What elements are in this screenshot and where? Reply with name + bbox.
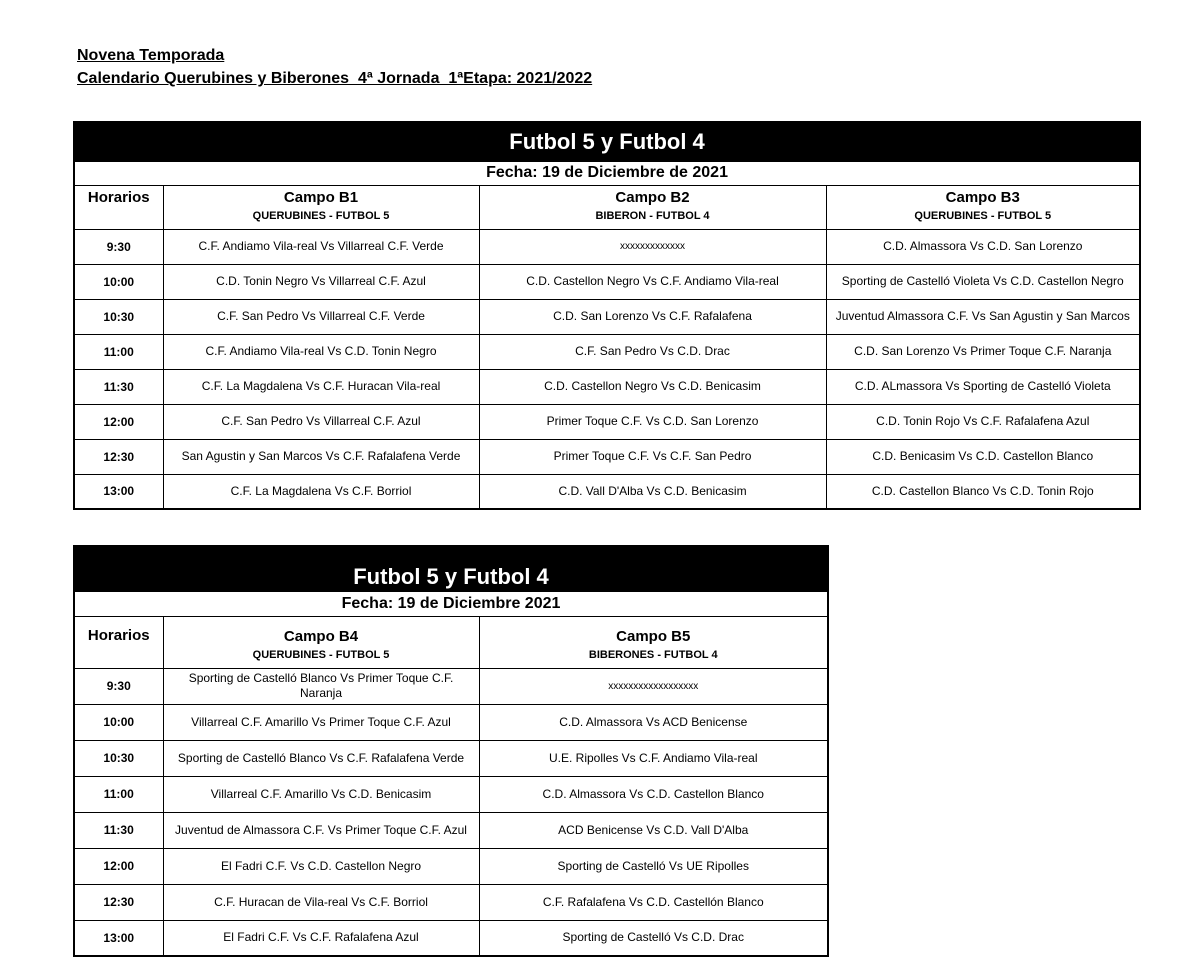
match-cell: xxxxxxxxxxxxx — [479, 229, 826, 264]
match-cell: C.F. San Pedro Vs Villarreal C.F. Azul — [163, 404, 479, 439]
field-category: QUERUBINES - FUTBOL 5 — [252, 209, 390, 222]
time-cell: 13:00 — [74, 474, 163, 509]
time-cell: 11:30 — [74, 369, 163, 404]
field-header — [479, 185, 826, 229]
table-row — [74, 812, 828, 848]
match-cell: C.F. Andiamo Vila-real Vs C.D. Tonin Negro — [163, 334, 479, 369]
match-cell: San Agustin y San Marcos Vs C.F. Rafalafena Verde — [163, 439, 479, 474]
field-header — [163, 185, 479, 229]
table-row — [74, 704, 828, 740]
match-date: Fecha: 19 de Diciembre 2021 — [74, 591, 828, 616]
match-cell: C.F. San Pedro Vs C.D. Drac — [479, 334, 826, 369]
field-name: Campo B1 — [283, 188, 359, 206]
match-cell: C.F. Huracan de Vila-real Vs C.F. Borriol — [163, 884, 479, 920]
field-header — [163, 616, 479, 668]
season-title: Novena Temporada — [77, 47, 225, 64]
field-category: QUERUBINES - FUTBOL 5 — [252, 648, 390, 661]
time-cell: 12:30 — [74, 439, 163, 474]
match-cell: Juventud Almassora C.F. Vs San Agustin y San Marcos — [826, 299, 1140, 334]
field-name: Campo B4 — [283, 627, 359, 645]
table-title: Futbol 5 y Futbol 4 — [74, 546, 828, 591]
field-name: Campo B5 — [616, 627, 691, 645]
match-cell: Juventud de Almassora C.F. Vs Primer Toque C.F. Azul — [163, 812, 479, 848]
time-cell: 9:30 — [74, 668, 163, 704]
match-cell: C.D. Vall D'Alba Vs C.D. Benicasim — [479, 474, 826, 509]
table-row — [74, 404, 1140, 439]
match-cell: C.D. Castellon Blanco Vs C.D. Tonin Rojo — [826, 474, 1140, 509]
horarios-header: Horarios — [74, 185, 163, 229]
field-header — [826, 185, 1140, 229]
table-row — [74, 920, 828, 956]
match-cell: Villarreal C.F. Amarillo Vs Primer Toque C.F. Azul — [163, 704, 479, 740]
match-cell: Sporting de Castelló Violeta Vs C.D. Castellon Negro — [826, 264, 1140, 299]
match-cell: C.F. Andiamo Vila-real Vs Villarreal C.F. Verde — [163, 229, 479, 264]
time-cell: 10:30 — [74, 299, 163, 334]
match-date: Fecha: 19 de Diciembre de 2021 — [74, 161, 1140, 185]
horarios-header: Horarios — [74, 616, 163, 668]
field-name: Campo B3 — [945, 188, 1020, 206]
match-cell: C.D. Almassora Vs ACD Benicense — [479, 704, 828, 740]
table-row — [74, 439, 1140, 474]
match-cell: C.D. Almassora Vs C.D. Castellon Blanco — [479, 776, 828, 812]
match-cell: Sporting de Castelló Vs C.D. Drac — [479, 920, 828, 956]
match-cell: U.E. Ripolles Vs C.F. Andiamo Vila-real — [479, 740, 828, 776]
time-cell: 11:30 — [74, 812, 163, 848]
time-cell: 13:00 — [74, 920, 163, 956]
table-title: Futbol 5 y Futbol 4 — [74, 122, 1140, 161]
match-cell: Primer Toque C.F. Vs C.F. San Pedro — [479, 439, 826, 474]
match-cell: C.F. La Magdalena Vs C.F. Huracan Vila-real — [163, 369, 479, 404]
match-cell: Primer Toque C.F. Vs C.D. San Lorenzo — [479, 404, 826, 439]
match-cell: Sporting de Castelló Blanco Vs Primer Toque C.F. Naranja — [163, 668, 479, 704]
field-category: QUERUBINES - FUTBOL 5 — [914, 209, 1052, 222]
time-cell: 11:00 — [74, 334, 163, 369]
match-cell: C.D. ALmassora Vs Sporting de Castelló Violeta — [826, 369, 1140, 404]
table-row — [74, 369, 1140, 404]
field-category: BIBERONES - FUTBOL 4 — [588, 648, 718, 661]
table-row — [74, 229, 1140, 264]
match-cell: C.D. Benicasim Vs C.D. Castellon Blanco — [826, 439, 1140, 474]
time-cell: 10:00 — [74, 264, 163, 299]
time-cell: 12:30 — [74, 884, 163, 920]
field-name: Campo B2 — [615, 188, 690, 206]
time-cell: 9:30 — [74, 229, 163, 264]
match-cell: El Fadri C.F. Vs C.F. Rafalafena Azul — [163, 920, 479, 956]
match-cell: C.D. Almassora Vs C.D. San Lorenzo — [826, 229, 1140, 264]
time-cell: 12:00 — [74, 404, 163, 439]
field-category: BIBERON - FUTBOL 4 — [595, 209, 710, 222]
table-row — [74, 776, 828, 812]
schedule-table-1 — [73, 121, 1141, 510]
match-cell: Sporting de Castelló Blanco Vs C.F. Rafalafena Verde — [163, 740, 479, 776]
document-heading — [77, 44, 592, 90]
table-row — [74, 264, 1140, 299]
schedule-table-2 — [73, 545, 829, 957]
time-cell: 10:00 — [74, 704, 163, 740]
calendar-title: Calendario Querubines y Biberones 4ª Jornada 1ªEtapa: 2021/2022 — [77, 70, 593, 87]
match-cell: Sporting de Castelló Vs UE Ripolles — [479, 848, 828, 884]
match-cell: C.D. Tonin Rojo Vs C.F. Rafalafena Azul — [826, 404, 1140, 439]
match-cell: Villarreal C.F. Amarillo Vs C.D. Benicasim — [163, 776, 479, 812]
match-cell: C.D. Tonin Negro Vs Villarreal C.F. Azul — [163, 264, 479, 299]
match-cell: C.F. San Pedro Vs Villarreal C.F. Verde — [163, 299, 479, 334]
match-cell: xxxxxxxxxxxxxxxxxx — [479, 668, 828, 704]
time-cell: 12:00 — [74, 848, 163, 884]
table-row — [74, 848, 828, 884]
match-cell: C.F. La Magdalena Vs C.F. Borriol — [163, 474, 479, 509]
table-row — [74, 668, 828, 704]
table-row — [74, 299, 1140, 334]
table-row — [74, 474, 1140, 509]
match-cell: C.D. San Lorenzo Vs Primer Toque C.F. Naranja — [826, 334, 1140, 369]
field-header — [479, 616, 828, 668]
time-cell: 11:00 — [74, 776, 163, 812]
match-cell: C.F. Rafalafena Vs C.D. Castellón Blanco — [479, 884, 828, 920]
match-cell: ACD Benicense Vs C.D. Vall D'Alba — [479, 812, 828, 848]
table-row — [74, 334, 1140, 369]
time-cell: 10:30 — [74, 740, 163, 776]
match-cell: C.D. San Lorenzo Vs C.F. Rafalafena — [479, 299, 826, 334]
match-cell: El Fadri C.F. Vs C.D. Castellon Negro — [163, 848, 479, 884]
table-row — [74, 740, 828, 776]
table-row — [74, 884, 828, 920]
match-cell: C.D. Castellon Negro Vs C.F. Andiamo Vila-real — [479, 264, 826, 299]
match-cell: C.D. Castellon Negro Vs C.D. Benicasim — [479, 369, 826, 404]
